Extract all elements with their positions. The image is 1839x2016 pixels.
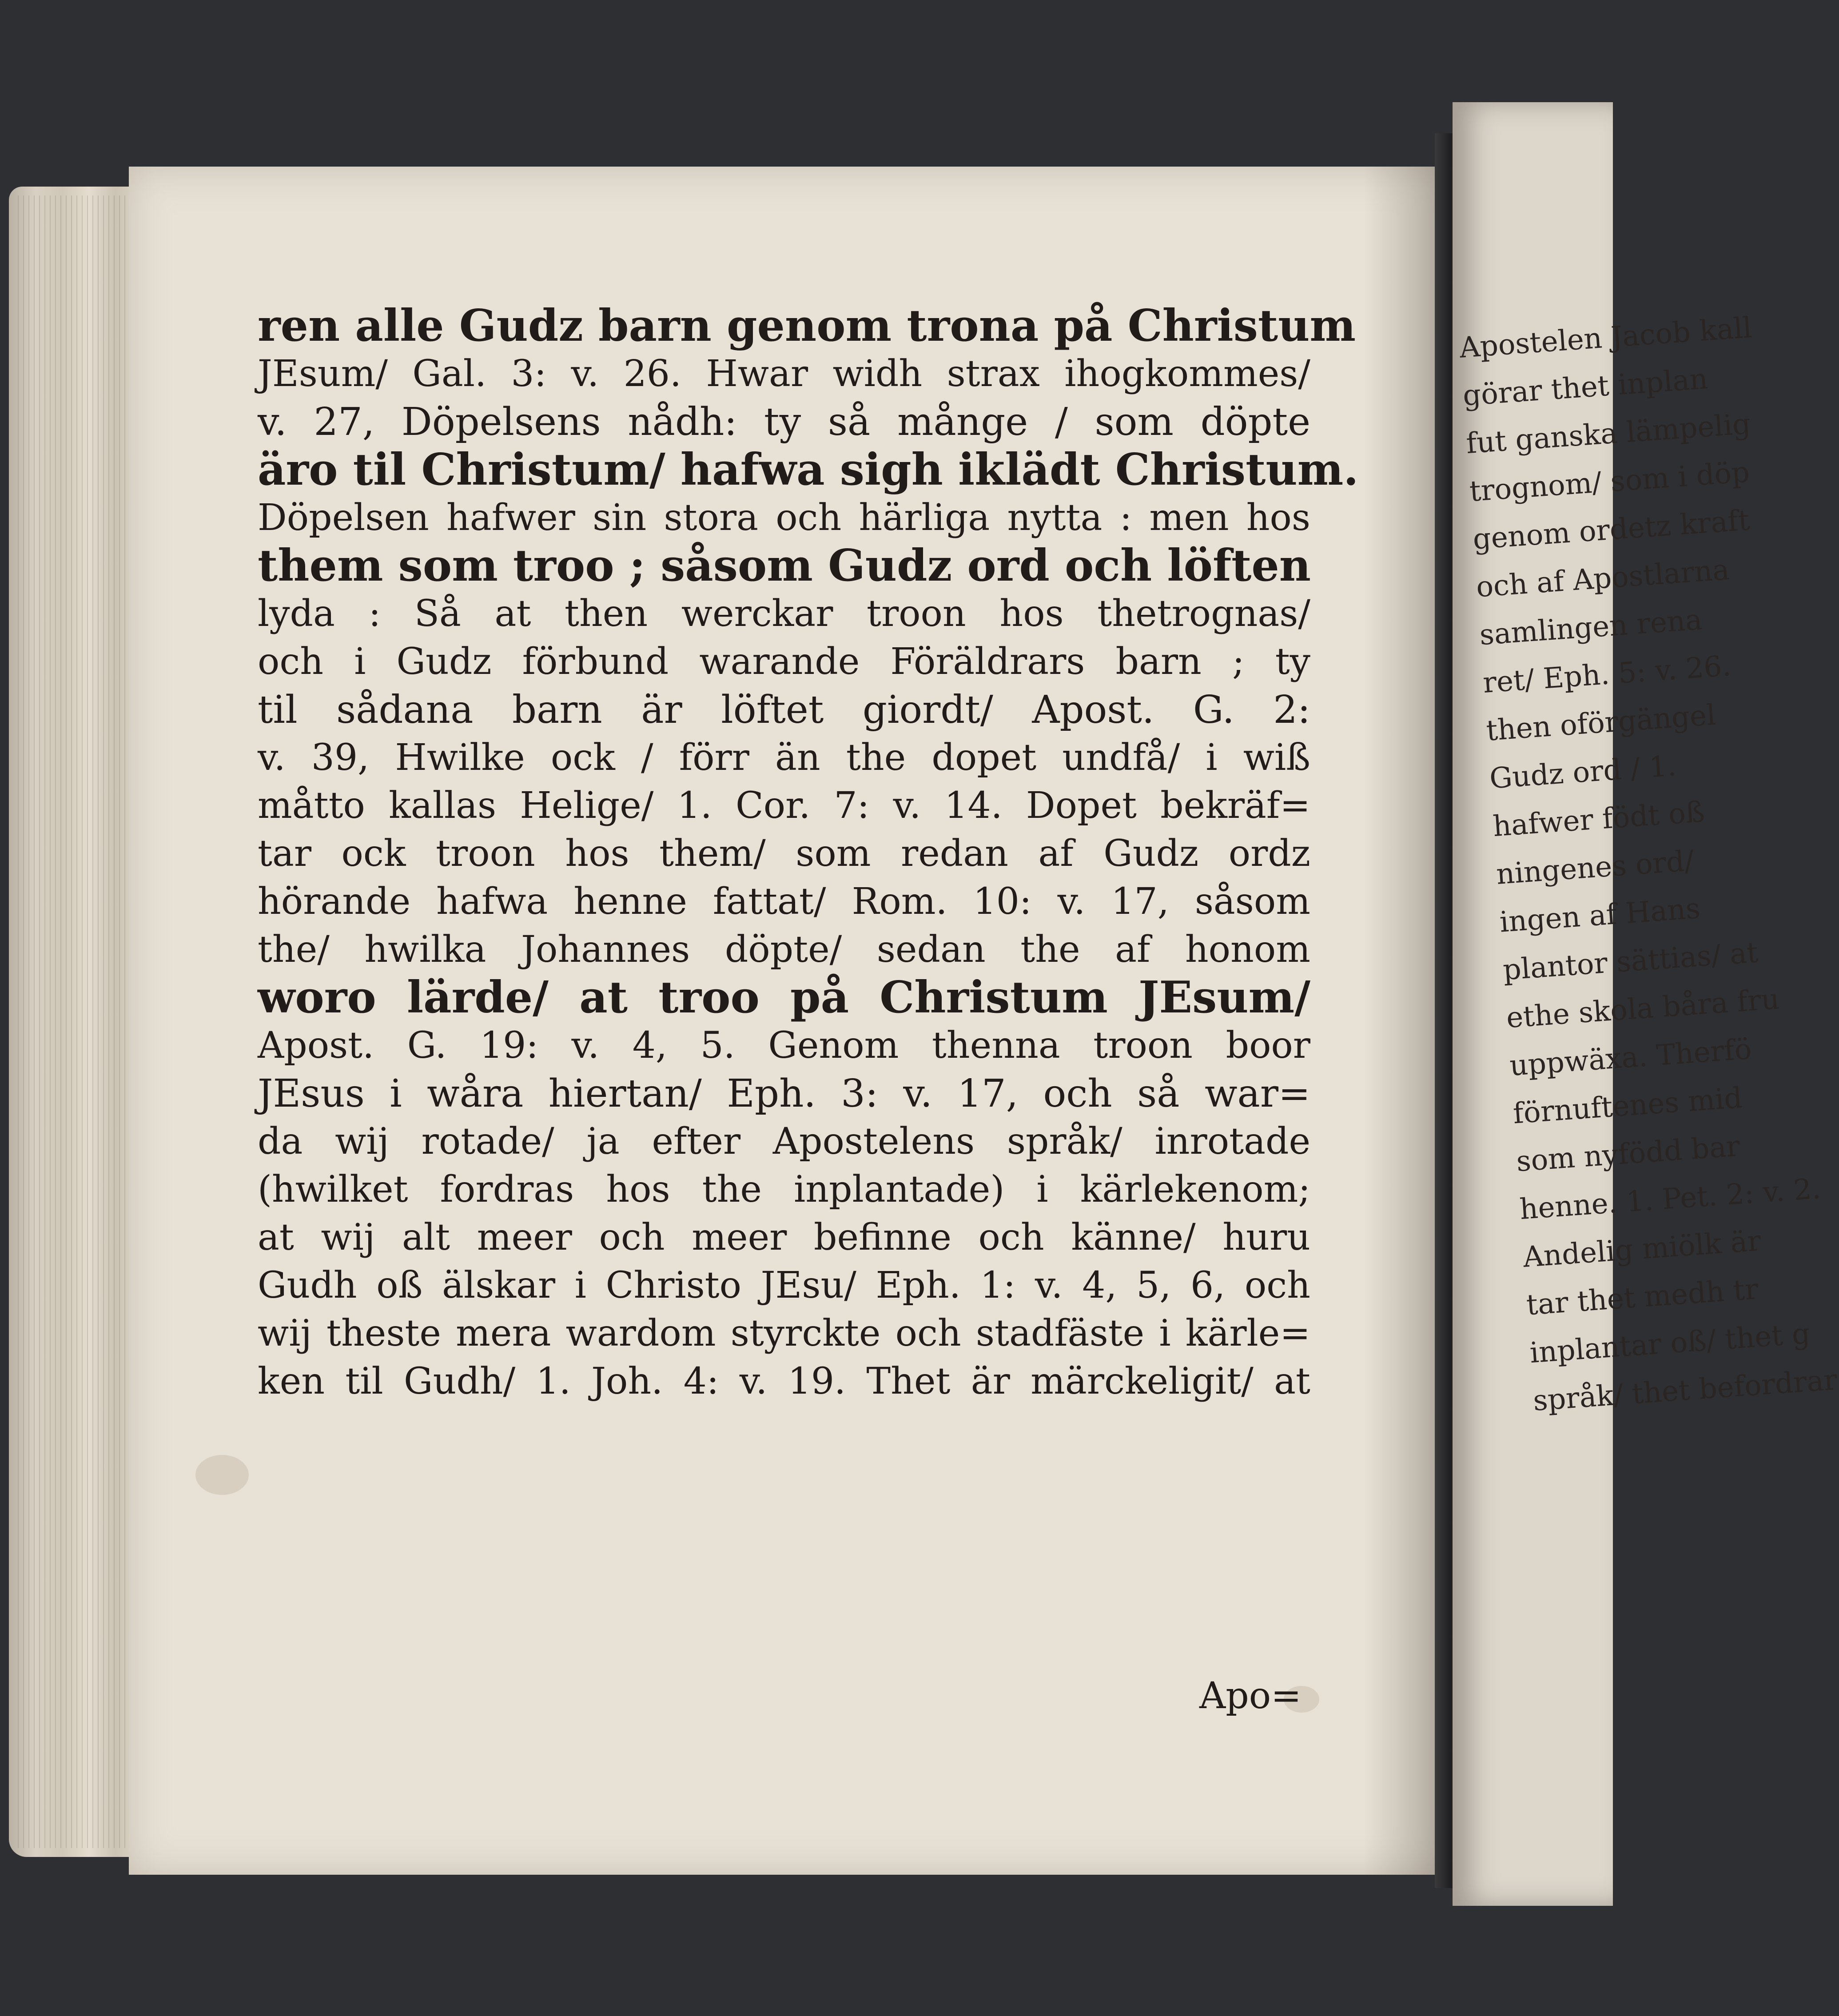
text-line: da wij rotade/ ja efter Apostelens språk/ inrotade	[258, 1120, 1310, 1163]
facing-line: samlingen rena	[1478, 603, 1704, 652]
text-line: wij theste mera wardom styrckte och stadfäste i kärle=	[258, 1312, 1310, 1355]
text-line: woro lärde/ at troo på Christum JEsum/	[258, 972, 1310, 1023]
text-line: them som troo ; såsom Gudz ord och löften	[258, 540, 1311, 591]
text-line: (hwilket fordras hos the inplantade) i kärlekenom;	[258, 1168, 1310, 1211]
page-block-leaves	[18, 195, 138, 1848]
facing-page-text	[1458, 311, 1839, 1425]
text-line: lyda : Så at then werckar troon hos thetrognas/	[258, 593, 1310, 635]
text-line: v. 27, Döpelsens nådh: ty så månge / som döpte	[258, 400, 1310, 444]
text-line: Gudh oß älskar i Christo JEsu/ Eph. 1: v. 4, 5, 6, och	[258, 1264, 1310, 1307]
text-line: tar ock troon hos them/ som redan af Gudz ordz	[258, 833, 1310, 875]
facing-line: ningenes ord/	[1495, 844, 1695, 891]
text-line: at wij alt meer och meer befinne och känne/ huru	[258, 1216, 1310, 1259]
facing-line: ethe skola båra fru	[1505, 983, 1781, 1035]
text-line: Apost. G. 19: v. 4, 5. Genom thenna troon boor	[258, 1024, 1310, 1067]
facing-line: ret/ Eph. 5: v. 26.	[1481, 649, 1732, 700]
facing-line: plantor sättias/ at	[1502, 936, 1759, 987]
facing-line: och af Apostlarna	[1475, 553, 1731, 604]
facing-line: fut ganska lämpelig	[1465, 407, 1752, 461]
page-body-text	[258, 300, 1359, 1406]
facing-page	[1453, 102, 1839, 1906]
text-line: JEsus i wåra hiertan/ Eph. 3: v. 17, och så war=	[258, 1072, 1310, 1116]
facing-line: Apostelen Jacob kall	[1458, 311, 1753, 365]
paper-stain	[195, 1455, 249, 1495]
text-line: til sådana barn är löftet giordt/ Apost. G. 2:	[258, 688, 1310, 732]
facing-line: hafwer födt oß	[1492, 796, 1706, 844]
facing-line: genom ordetz kraft	[1472, 504, 1751, 556]
facing-line: then oförgängel	[1485, 698, 1717, 748]
facing-line: Gudz ord / 1.	[1488, 749, 1677, 796]
facing-line: tar thet medh tr	[1525, 1273, 1759, 1322]
text-line: ken til Gudh/ 1. Joh. 4: v. 19. Thet är märckeligit/ at	[258, 1360, 1310, 1402]
facing-line: förnuftenes mid	[1512, 1081, 1743, 1131]
text-line: och i Gudz förbund warande Föräldrars barn ; ty	[258, 641, 1310, 683]
gutter-shadow	[1364, 167, 1444, 1875]
facing-line: henne. 1. Pet. 2: v. 2.	[1518, 1172, 1822, 1227]
facing-line: görar thet inplan	[1461, 363, 1709, 413]
text-line: the/ hwilka Johannes döpte/ sedan the af honom	[258, 928, 1310, 971]
facing-line: språk/ thet befordrar	[1532, 1363, 1839, 1418]
facing-line: trognom/ som i döp	[1468, 456, 1751, 508]
catchword: Apo=	[1199, 1675, 1302, 1717]
text-line: v. 39, Hwilke ock / förr än the dopet undfå/ i wiß	[258, 737, 1310, 779]
text-line: äro til Christum/ hafwa sigh iklädt Christum.	[258, 444, 1359, 495]
facing-line: ingen af Hans	[1498, 892, 1701, 939]
text-line: JEsum/ Gal. 3: v. 26. Hwar widh strax ihogkommes/	[258, 353, 1310, 395]
text-line: måtto kallas Helige/ 1. Cor. 7: v. 14. Dopet bekräf=	[258, 785, 1310, 827]
text-line: Döpelsen hafwer sin stora och härliga nytta : men hos	[258, 497, 1310, 539]
facing-line: som nyfödd bar	[1515, 1130, 1741, 1179]
facing-line: Andelig miölk är	[1522, 1224, 1762, 1274]
facing-line: uppwäxa. Therfö	[1509, 1032, 1753, 1083]
text-line: hörande hafwa henne fattat/ Rom. 10: v. 17, såsom	[258, 881, 1310, 923]
facing-line: inplantar oß/ thet g	[1529, 1317, 1811, 1370]
text-line: ren alle Gudz barn genom trona på Christum	[258, 300, 1356, 351]
